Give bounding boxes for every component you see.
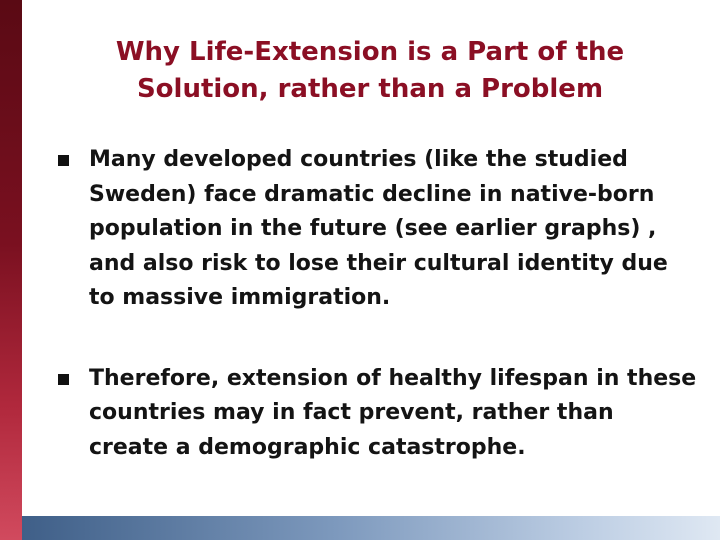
left-accent-bar [0, 0, 22, 540]
bullet-text: Therefore, extension of healthy lifespan in these countries may in fact prevent, rather than create a demographic catastrophe. [89, 365, 697, 460]
slide-title [40, 34, 700, 108]
slide-title-line-1: Why Life-Extension is a Part of the [115, 37, 625, 67]
bullet-item [58, 362, 698, 466]
square-bullet-icon [58, 155, 69, 166]
bullet-item [58, 143, 698, 316]
slide-title-line-2: Solution, rather than a Problem [136, 74, 604, 104]
bullet-text: Many developed countries (like the studied Sweden) face dramatic decline in native-born population in the future (see earlier graphs) , and also risk to lose their cultural identity due to massive immigration. [89, 147, 668, 310]
bullet-list [58, 143, 698, 465]
square-bullet-icon [58, 374, 69, 385]
bottom-accent-bar [22, 516, 720, 540]
